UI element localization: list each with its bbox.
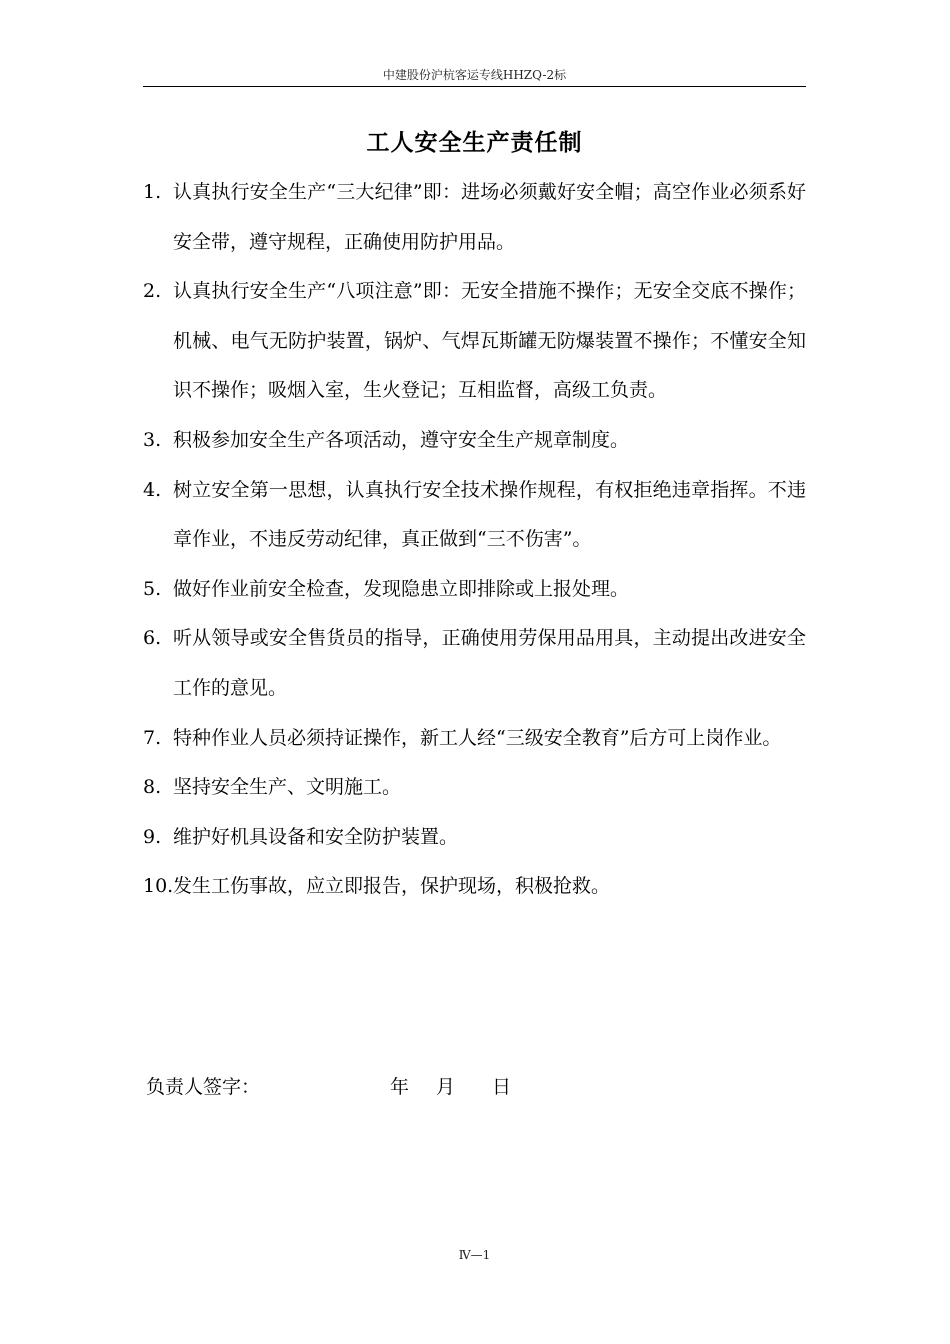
item-number: 5.	[143, 577, 162, 600]
item-number: 3.	[143, 428, 162, 451]
item-text: 做好作业前安全检查，发现隐患立即排除或上报处理。	[173, 577, 630, 600]
signature-label: 负责人签字：	[146, 1076, 261, 1098]
item-text: 树立安全第一思想，认真执行安全技术操作规程，有权拒绝违章指挥。不违章作业，不违反劳动纪律，真正做到“三不伤害”。	[173, 478, 806, 551]
list-item	[143, 466, 806, 565]
list-item	[143, 565, 806, 615]
signature-day: 日	[492, 1076, 512, 1098]
item-text: 听从领导或安全售货员的指导，正确使用劳保用品用具，主动提出改进安全工作的意见。	[173, 627, 806, 699]
item-number: 4.	[143, 478, 162, 501]
page-title: 工人安全生产责任制	[366, 129, 583, 156]
item-text: 维护好机具设备和安全防护装置。	[173, 825, 459, 848]
page-number: Ⅳ—1	[458, 1248, 491, 1262]
item-number: 9.	[143, 825, 162, 848]
list-item	[143, 763, 806, 813]
page-header: 中建股份沪杭客运专线HHZQ-2标	[382, 68, 567, 82]
item-number: 8.	[143, 776, 162, 799]
signature-line	[146, 1072, 511, 1102]
list-item	[143, 416, 806, 466]
item-text: 发生工伤事故，应立即报告，保护现场，积极抢救。	[173, 875, 611, 898]
item-number: 10.	[143, 875, 174, 898]
item-text: 认真执行安全生产“三大纪律”即：进场必须戴好安全帽；高空作业必须系好安全带，遵守规程，正确使用防护用品。	[173, 181, 806, 253]
item-text: 积极参加安全生产各项活动，遵守安全生产规章制度。	[173, 428, 630, 451]
list-item	[143, 714, 806, 764]
item-text: 特种作业人员必须持证操作，新工人经“三级安全教育”后方可上岗作业。	[173, 726, 782, 749]
responsibility-list	[143, 168, 806, 912]
item-number: 7.	[143, 726, 162, 749]
item-number: 6.	[143, 627, 162, 650]
header-rule	[143, 86, 806, 87]
list-item	[143, 614, 806, 713]
list-item	[143, 813, 806, 863]
list-item	[143, 862, 806, 912]
item-text: 认真执行安全生产“八项注意”即：无安全措施不操作；无安全交底不操作；机械、电气无防护装置，锅炉、气焊瓦斯罐无防爆装置不操作；不懂安全知识不操作；吸烟入室，生火登记；互相监督，高级工负责。	[173, 280, 806, 402]
list-item	[143, 267, 806, 416]
signature-month: 月	[436, 1076, 456, 1098]
list-item	[143, 168, 806, 267]
item-number: 1.	[143, 181, 162, 203]
item-number: 2.	[143, 280, 162, 303]
item-text: 坚持安全生产、文明施工。	[173, 776, 402, 799]
signature-year: 年	[390, 1076, 410, 1098]
